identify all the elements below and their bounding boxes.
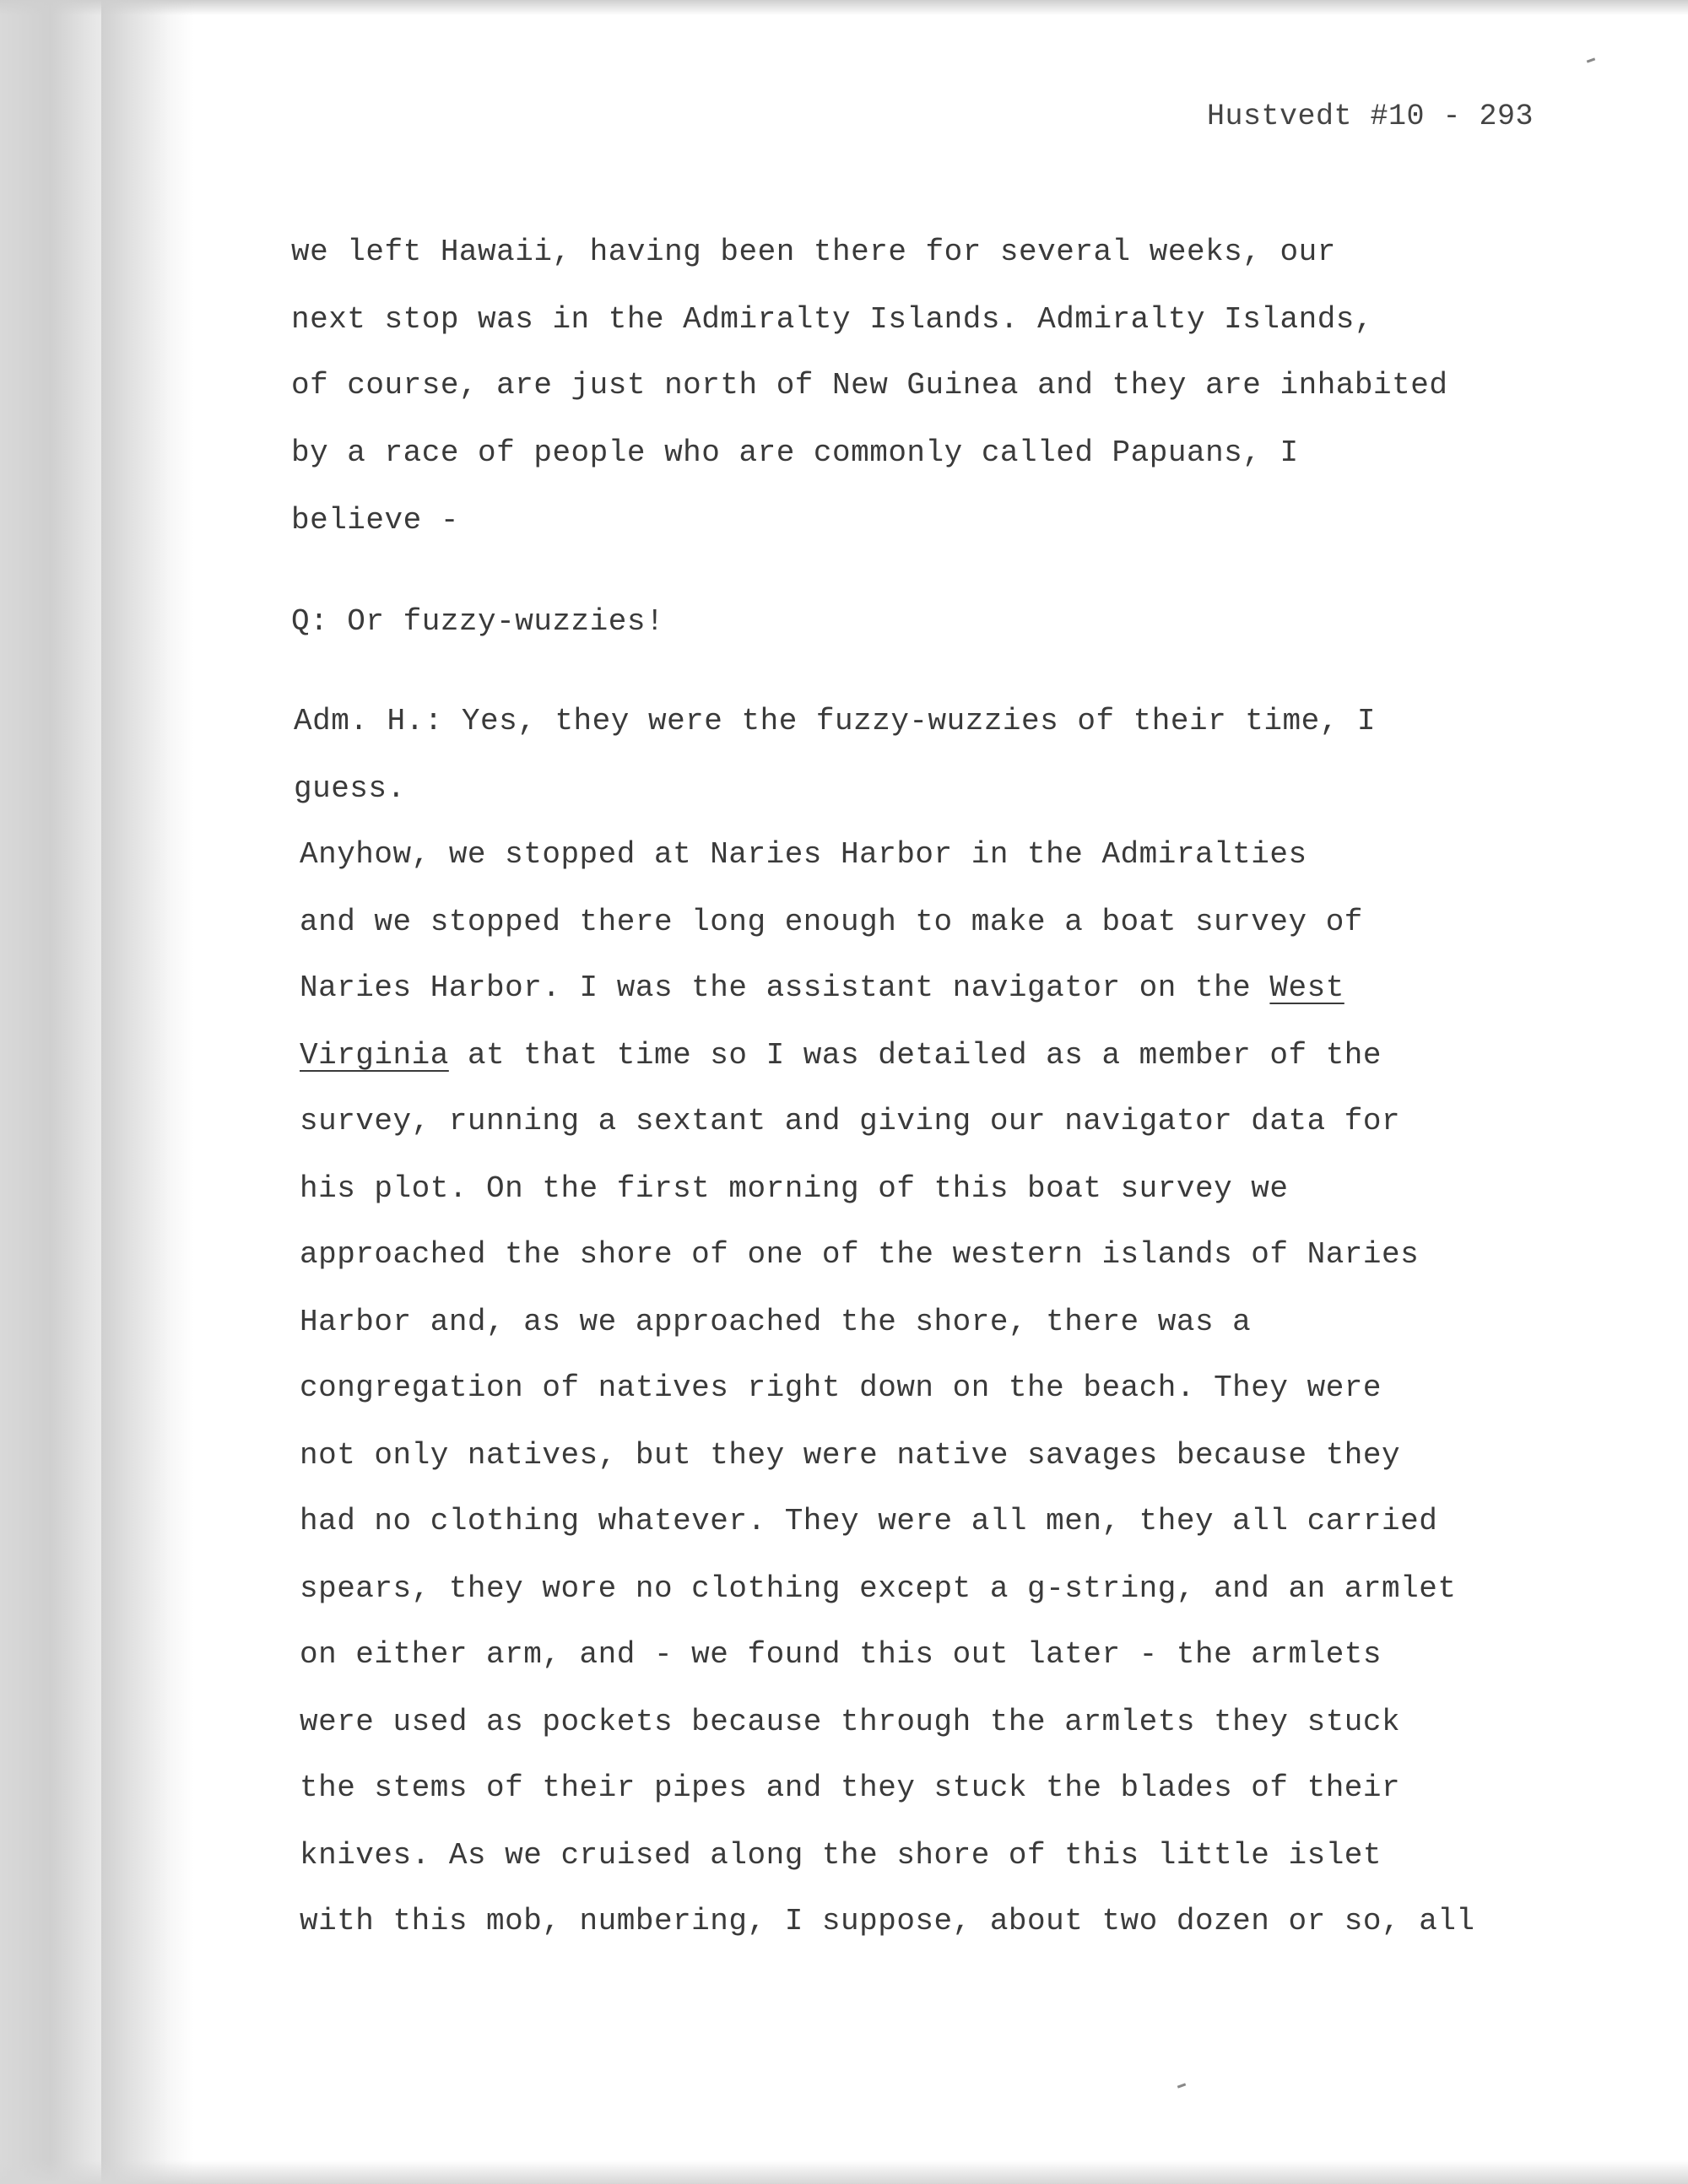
text-line: we left Hawaii, having been there for several weeks, our bbox=[291, 235, 1336, 269]
bottom-edge-shadow bbox=[0, 2160, 1688, 2184]
text-line: Harbor and, as we approached the shore, there was a bbox=[300, 1305, 1252, 1339]
text-line: knives. As we cruised along the shore of this little islet bbox=[300, 1838, 1382, 1873]
text-line: with this mob, numbering, I suppose, about two dozen or so, all bbox=[300, 1904, 1475, 1938]
question-line: Q: Or fuzzy-wuzzies! bbox=[291, 604, 665, 639]
text-line: of course, are just north of New Guinea and they are inhabited bbox=[291, 368, 1448, 403]
text-line: believe - bbox=[291, 503, 459, 538]
text-line: by a race of people who are commonly called Papuans, I bbox=[291, 435, 1299, 470]
text-line: approached the shore of one of the western islands of Naries bbox=[300, 1237, 1420, 1272]
binding-curl bbox=[101, 0, 194, 2184]
page-header: Hustvedt #10 - 293 bbox=[1207, 100, 1534, 133]
text-segment: at that time so I was detailed as a member of the bbox=[467, 1038, 1382, 1073]
text-line: survey, running a sextant and giving our navigator data for bbox=[300, 1104, 1401, 1138]
text-line: guess. bbox=[294, 771, 406, 806]
scan-speck bbox=[1177, 2083, 1186, 2088]
text-line: spears, they wore no clothing except a g-string, and an armlet bbox=[300, 1571, 1457, 1606]
text-line: were used as pockets because through the armlets they stuck bbox=[300, 1705, 1401, 1739]
ship-name-part1: West bbox=[1269, 970, 1344, 1005]
scan-speck bbox=[1587, 57, 1595, 62]
text-line: the stems of their pipes and they stuck the blades of their bbox=[300, 1770, 1401, 1805]
text-line: on either arm, and - we found this out later - the armlets bbox=[300, 1637, 1382, 1672]
text-line: had no clothing whatever. They were all men, they all carried bbox=[300, 1504, 1438, 1538]
text-line: not only natives, but they were native savages because they bbox=[300, 1438, 1401, 1473]
text-segment: Naries Harbor. I was the assistant navigator on the bbox=[300, 970, 1252, 1005]
ship-name-part2: Virginia bbox=[300, 1038, 449, 1073]
text-line bbox=[300, 970, 1344, 1005]
answer-line: Adm. H.: Yes, they were the fuzzy-wuzzies of their time, I bbox=[294, 704, 1377, 738]
text-line: and we stopped there long enough to make a boat survey of bbox=[300, 905, 1363, 939]
text-line: congregation of natives right down on the beach. They were bbox=[300, 1370, 1382, 1405]
top-edge-shadow bbox=[0, 0, 1688, 15]
text-line bbox=[300, 1038, 1382, 1073]
text-line: next stop was in the Admiralty Islands. Admiralty Islands, bbox=[291, 302, 1374, 337]
text-line: his plot. On the first morning of this boat survey we bbox=[300, 1171, 1289, 1206]
paragraph-start-line: Anyhow, we stopped at Naries Harbor in the Admiralties bbox=[300, 837, 1307, 872]
